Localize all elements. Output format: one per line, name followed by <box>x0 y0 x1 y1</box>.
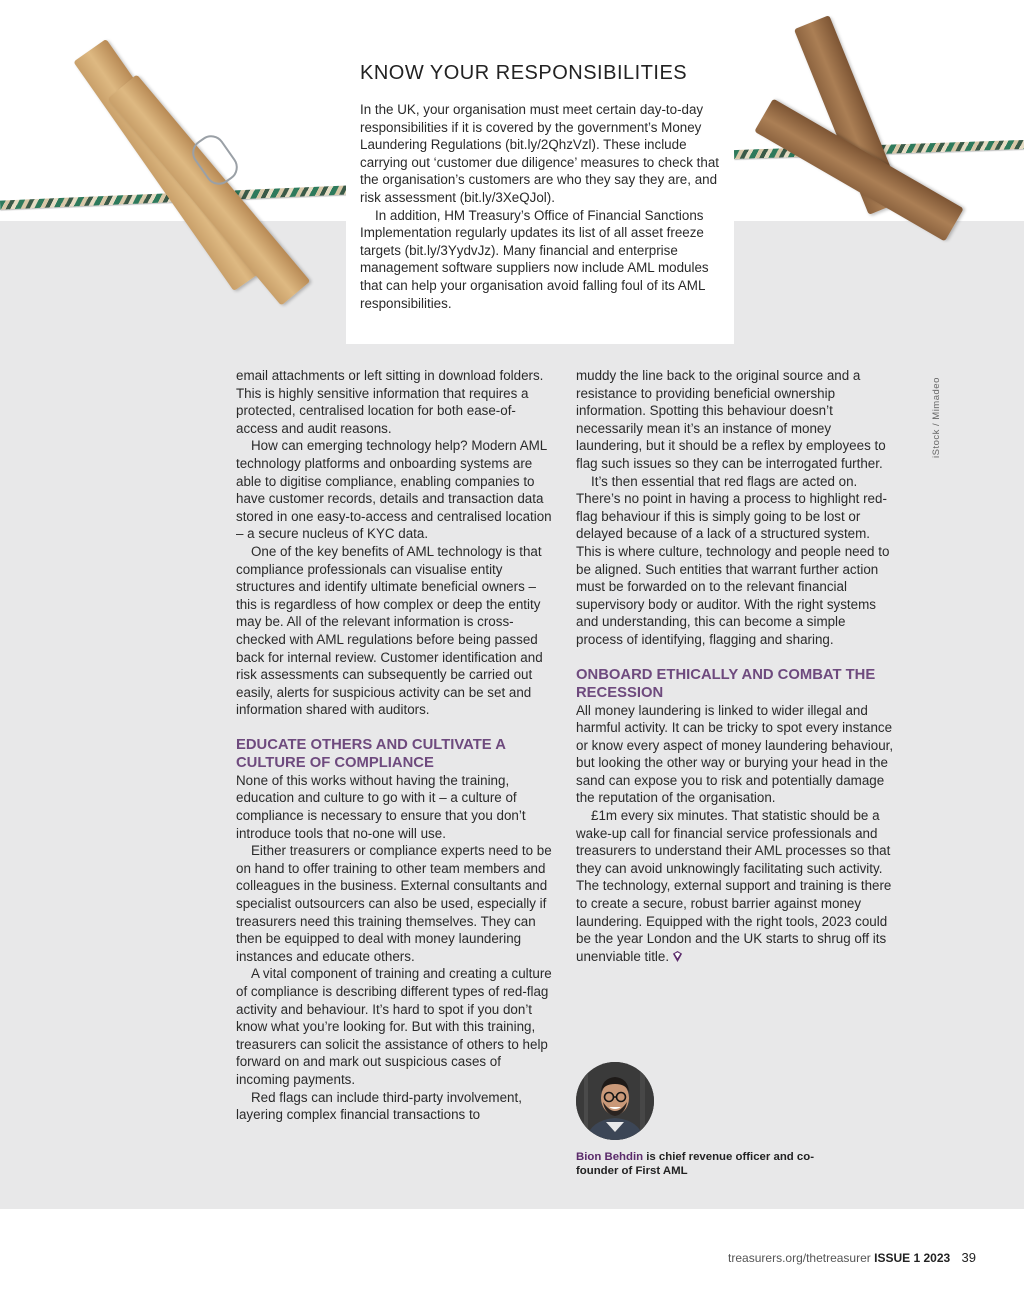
paragraph: One of the key benefits of AML technology is that compliance professionals can visualise entity structures and identify ultimate beneficial owners – this is regardless of how complex or deep the entity may be. All of the relevant information is cross-checked with AML regulations before being passed back for internal review. Customer identification and risk assessments can subsequently be carried out easily, alerts for suspicious activity can be set and information shared with auditors. <box>236 543 543 718</box>
paragraph: How can emerging technology help? Modern AML technology platforms and onboarding systems are able to digitise compliance, enabling companies to have customer records, details and transaction data stored in one easy-to-access and centralised location – a secure nucleus of KYC data. <box>236 438 552 542</box>
page-footer <box>728 1250 976 1265</box>
author-role: is chief revenue officer and co-founder of First AML <box>576 1151 814 1177</box>
section-heading: EDUCATE OTHERS AND CULTIVATE A CULTURE OF COMPLIANCE <box>236 736 506 771</box>
paragraph: Either treasurers or compliance experts need to be on hand to offer training to other team members and colleagues in the business. External consultants and specialist outsourcers can also be used, especially if treasurers need this training themselves. They can then be equipped to deal with money laundering instances and educate others. <box>236 843 552 964</box>
paragraph: None of this works without having the training, education and culture to go with it – a culture of compliance is necessary to ensure that you don’t introduce tools that no-one will use. <box>236 772 526 841</box>
footer-site: treasurers.org/thetreasurer <box>728 1251 871 1265</box>
sidebar-paragraph: In addition, HM Treasury’s Office of Financial Sanctions Implementation regularly updates its list of all asset freeze targets (bit.ly/3YydvJz). Many financial and enterprise management software suppliers now include AML modules that can help your organisation avoid falling foul of its AML responsibilities. <box>360 207 709 311</box>
sidebar-paragraph: In the UK, your organisation must meet certain day-to-day responsibilities if it is covered by the government’s Money Laundering Regulations (bit.ly/2QhzVzl). These include carrying out ‘customer due diligence’ measures to check that the organisation’s customers are who they say they are, and risk assessment (bit.ly/3XeQJol). <box>360 102 719 205</box>
page-number: 39 <box>961 1250 976 1265</box>
end-mark-icon <box>672 951 683 962</box>
paragraph: Red flags can include third-party involvement, layering complex financial transactions to <box>236 1089 522 1123</box>
footer-issue: ISSUE 1 2023 <box>874 1251 951 1265</box>
sidebar-title: KNOW YOUR RESPONSIBILITIES <box>360 62 688 84</box>
sidebar-body <box>360 101 726 312</box>
author-portrait-icon <box>576 1062 654 1140</box>
paragraph: muddy the line back to the original source and a resistance to providing beneficial ownership information. Spotting this behaviour doesn’t necessarily mean it’s an instance of money laundering, but it should be a reflex by employees to flag such issues so they can be interrogated further. <box>576 368 886 471</box>
paragraph: All money laundering is linked to wider illegal and harmful activity. It can be tricky to spot every instance or know every aspect of money laundering behaviour, but looking the other way or burying your head in the sand can expose you to risk and potentially damage the reputation of the organisation. <box>576 702 894 806</box>
paragraph-final <box>576 807 896 965</box>
article-column-2 <box>576 367 896 965</box>
author-name: Bion Behdin <box>576 1151 644 1163</box>
author-bio <box>576 1150 836 1178</box>
image-credit: iStock / Mimadeo <box>931 377 942 458</box>
paragraph: A vital component of training and creating a culture of compliance is describing different types of red-flag activity and behaviour. It’s hard to spot if you don’t know what you’re looking for. But with this training, treasurers can solicit the assistance of others to help forward on and mark out suspicious cases of incoming payments. <box>236 966 552 1087</box>
paragraph: It’s then essential that red flags are acted on. There’s no point in having a process to highlight red-flag behaviour if this is simply going to be lost or delayed because of a lack of a structured system. This is where culture, technology and people need to be aligned. Such entities that warrant further action must be forwarded on to the relevant financial supervisory body or auditor. With the right systems and understanding, this can become a simple process of identifying, flagging and sharing. <box>576 473 890 647</box>
article-column-1 <box>236 367 556 1124</box>
section-heading: ONBOARD ETHICALLY AND COMBAT THE RECESSION <box>576 666 876 701</box>
author-avatar <box>576 1062 654 1140</box>
paragraph-text: £1m every six minutes. That statistic should be a wake-up call for financial service professionals and treasurers to understand their AML processes so that they can avoid unknowingly facilitating such activity. The technology, external support and training is there to create a secure, robust barrier against money laundering. Equipped with the right tools, 2023 could be the year London and the UK starts to shrug off its unenviable title. <box>576 808 892 964</box>
paragraph: email attachments or left sitting in download folders. This is highly sensitive information that requires a protected, centralised location for both ease-of-access and audit reasons. <box>236 368 544 436</box>
